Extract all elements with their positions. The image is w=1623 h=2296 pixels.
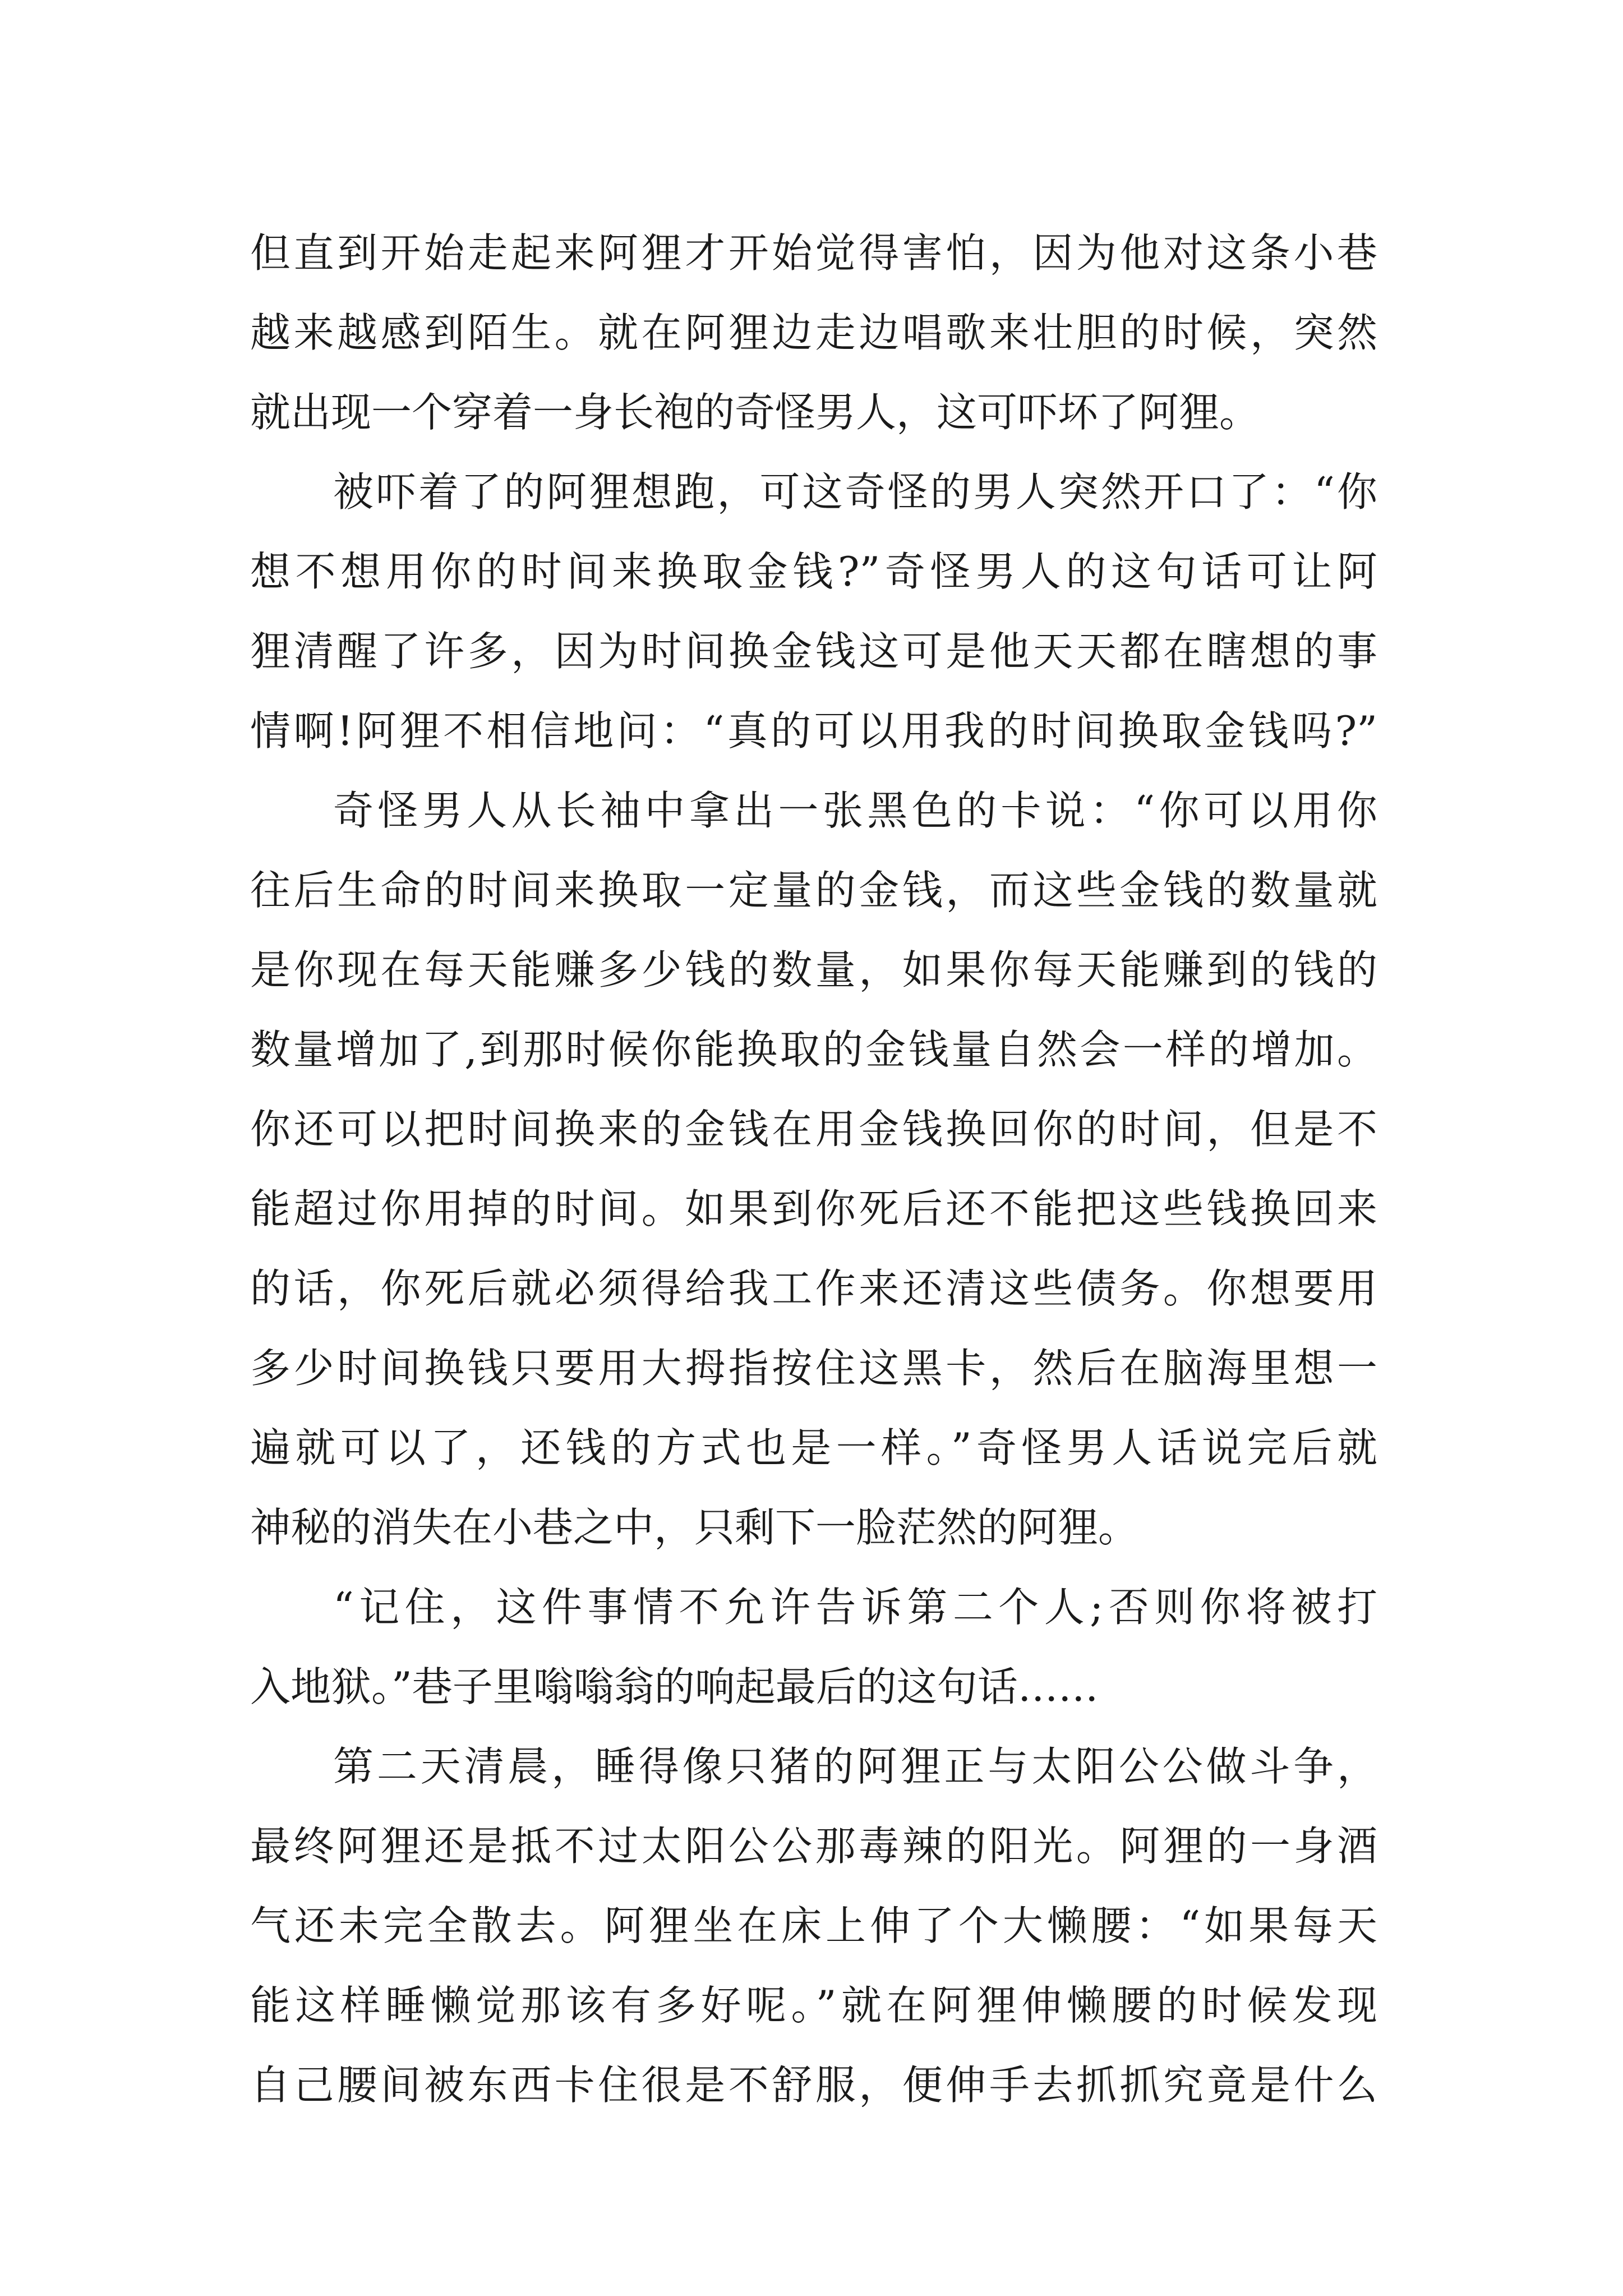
paragraph [250, 452, 1377, 771]
text-line: 但直到开始走起来阿狸才开始觉得害怕，因为他对这条小巷 [250, 229, 1377, 277]
text-line: 的话，你死后就必须得给我工作来还清这些债务。你想要用 [250, 1265, 1377, 1312]
text-line: 多少时间换钱只要用大拇指按住这黑卡，然后在脑海里想一 [250, 1345, 1377, 1392]
text-line: 情啊!阿狸不相信地问：“真的可以用我的时间换取金钱吗?” [250, 707, 1377, 754]
text-line: 第二天清晨，睡得像只猪的阿狸正与太阳公公做斗争， [333, 1743, 1377, 1790]
text-line: 遍就可以了，还钱的方式也是一样。”奇怪男人话说完后就 [250, 1424, 1377, 1471]
paragraph [250, 1567, 1377, 1727]
text-line: 自己腰间被东西卡住很是不舒服，便伸手去抓抓究竟是什么 [250, 2062, 1377, 2109]
text-line: 想不想用你的时间来换取金钱?”奇怪男人的这句话可让阿 [250, 548, 1377, 595]
paragraph [250, 1727, 1377, 2125]
text-line: 气还未完全散去。阿狸坐在床上伸了个大懒腰：“如果每天 [250, 1902, 1377, 1949]
text-line: 你还可以把时间换来的金钱在用金钱换回你的时间，但是不 [250, 1106, 1377, 1153]
text-line: 能这样睡懒觉那该有多好呢。”就在阿狸伸懒腰的时候发现 [250, 1982, 1377, 2029]
text-line: 入地狱。”巷子里嗡嗡翁的响起最后的这句话…… [250, 1663, 1099, 1710]
text-line: 数量增加了,到那时候你能换取的金钱量自然会一样的增加。 [250, 1026, 1377, 1073]
text-line: 是你现在每天能赚多少钱的数量，如果你每天能赚到的钱的 [250, 946, 1377, 993]
text-line: “记住，这件事情不允许告诉第二个人;否则你将被打 [333, 1584, 1377, 1631]
text-line: 最终阿狸还是抵不过太阳公公那毒辣的阳光。阿狸的一身酒 [250, 1823, 1377, 1870]
text-line: 越来越感到陌生。就在阿狸边走边唱歌来壮胆的时候，突然 [250, 309, 1377, 356]
text-line: 被吓着了的阿狸想跑，可这奇怪的男人突然开口了：“你 [333, 468, 1377, 516]
paragraph [250, 213, 1377, 452]
text-line: 神秘的消失在小巷之中，只剩下一脸茫然的阿狸。 [250, 1504, 1139, 1551]
text-line: 就出现一个穿着一身长袍的奇怪男人，这可吓坏了阿狸。 [250, 389, 1260, 436]
text-line: 能超过你用掉的时间。如果到你死后还不能把这些钱换回来 [250, 1185, 1377, 1232]
document-page [250, 213, 1377, 2125]
text-line: 奇怪男人从长袖中拿出一张黑色的卡说：“你可以用你 [333, 787, 1377, 834]
text-line: 往后生命的时间来换取一定量的金钱，而这些金钱的数量就 [250, 867, 1377, 914]
text-line: 狸清醒了许多，因为时间换金钱这可是他天天都在瞎想的事 [250, 628, 1377, 675]
paragraph [250, 771, 1377, 1567]
